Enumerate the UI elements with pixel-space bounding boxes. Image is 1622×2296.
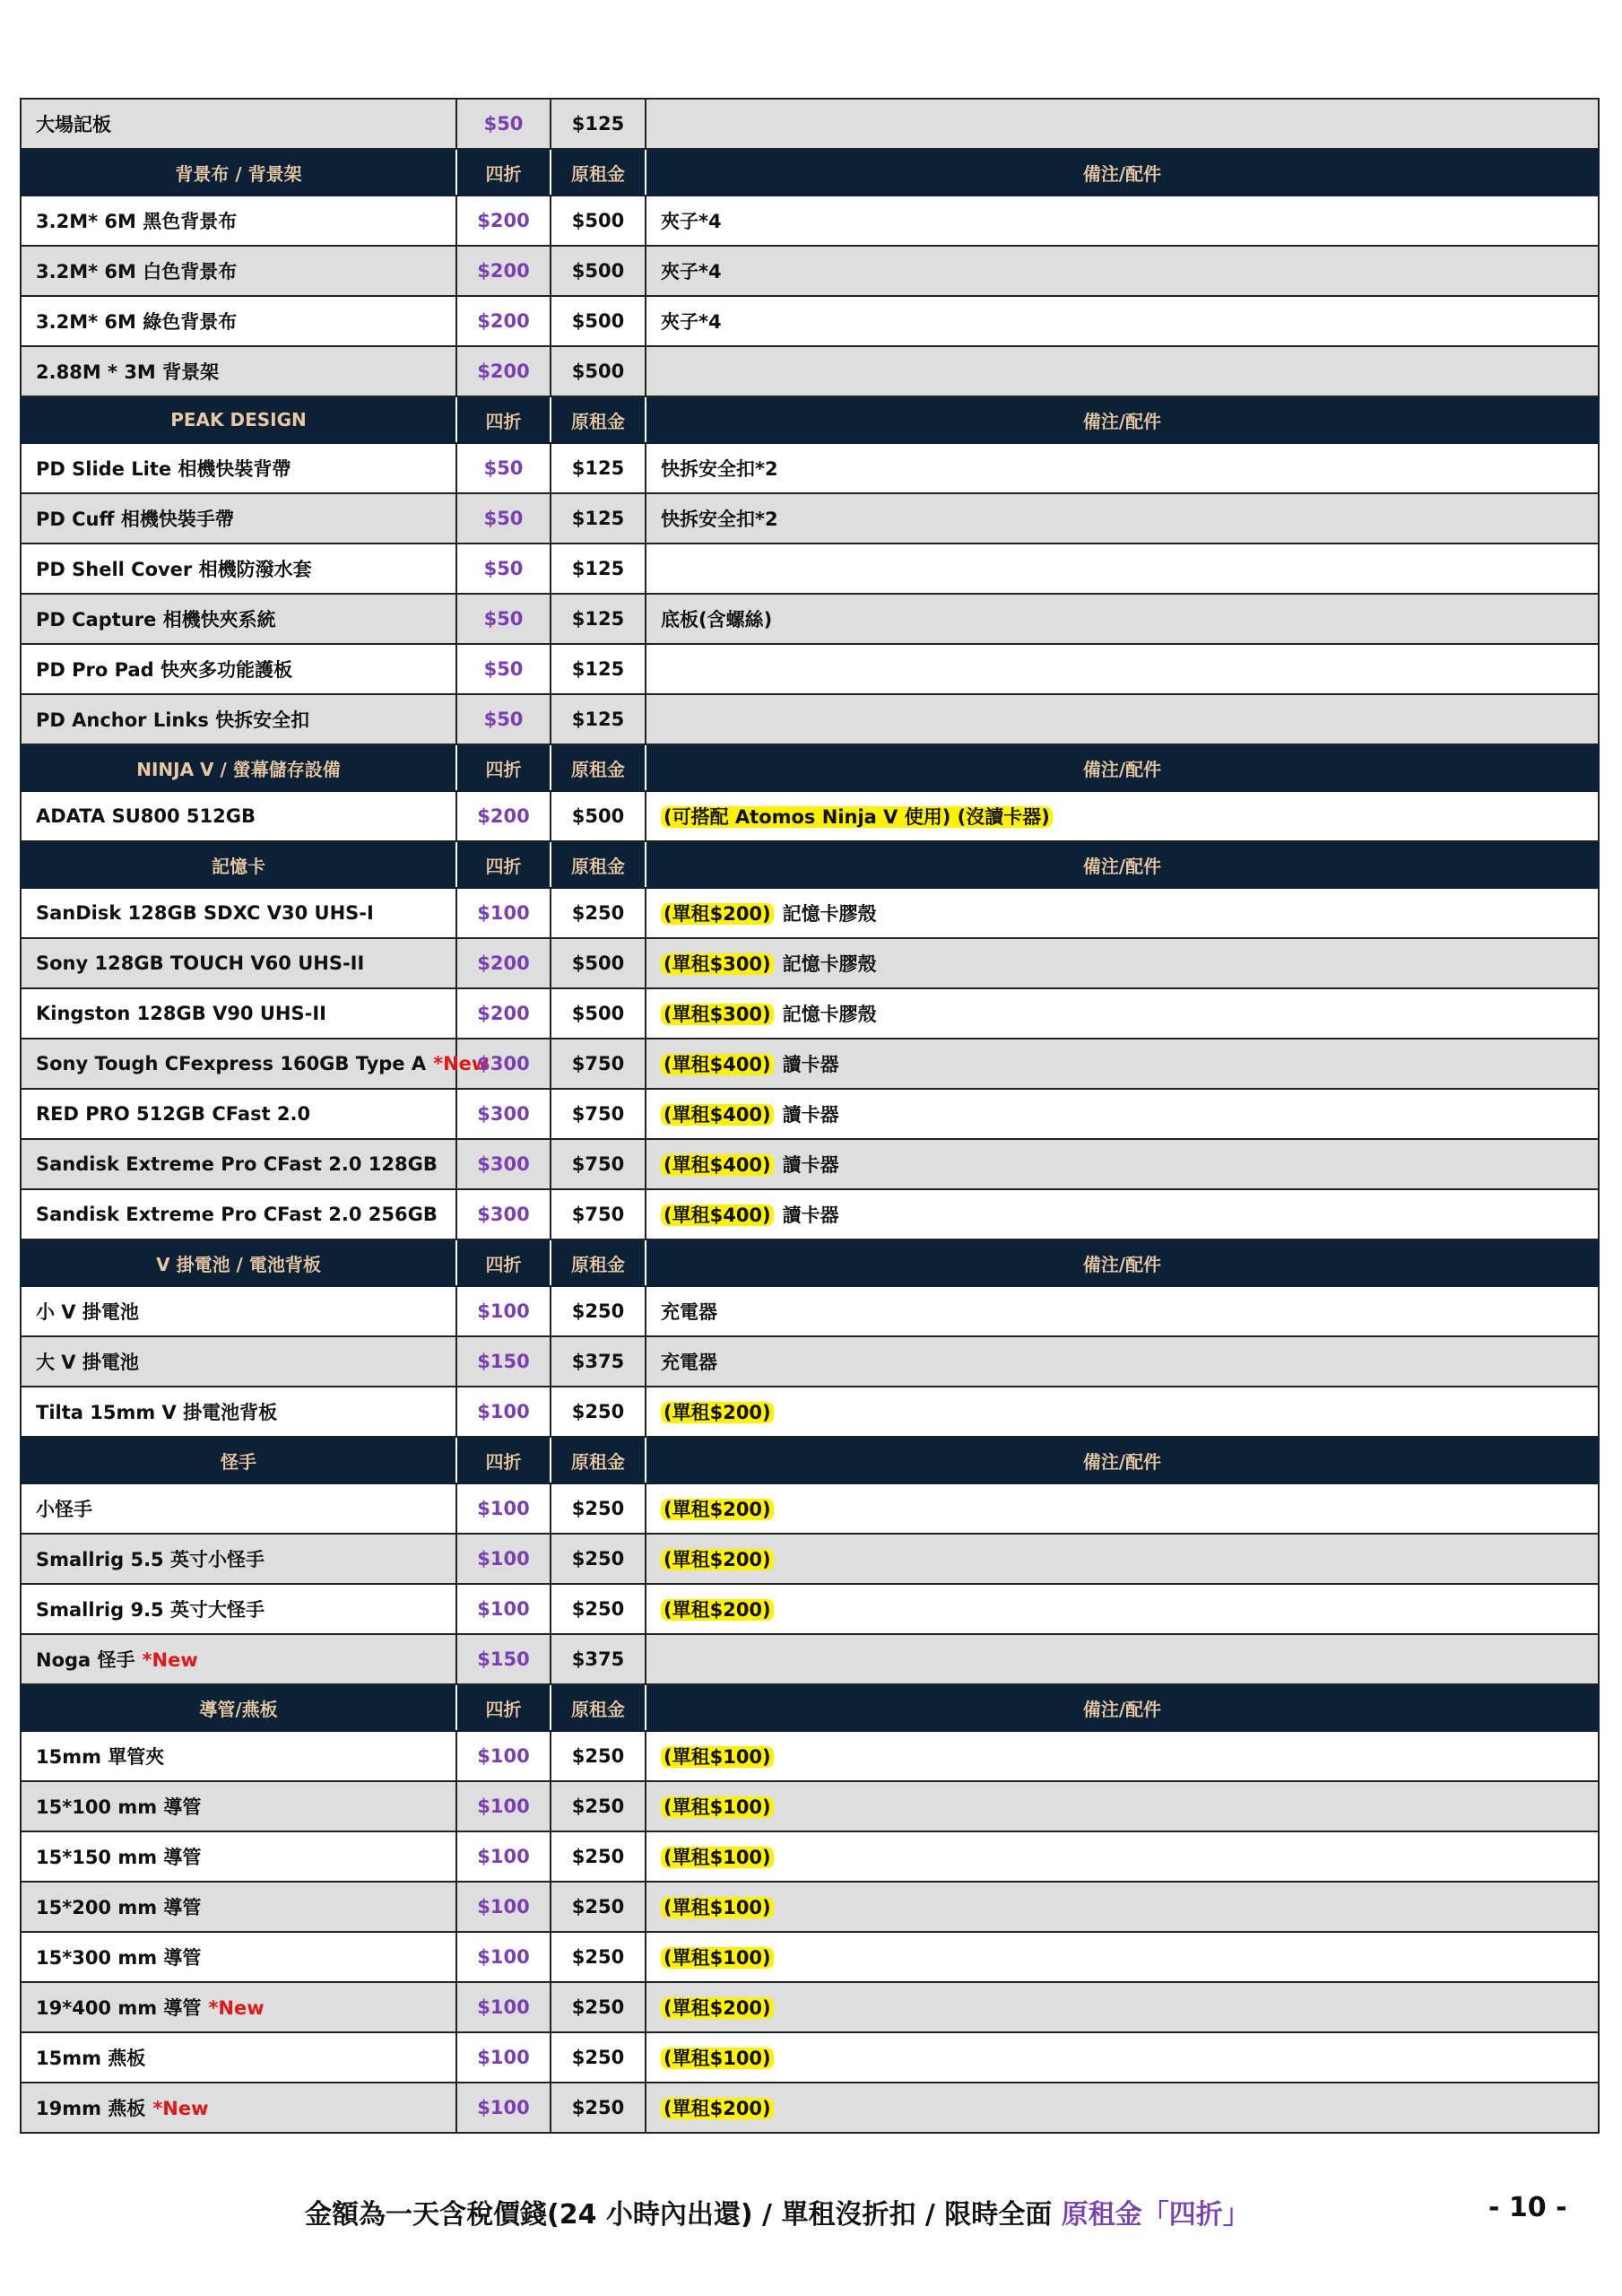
single-rental-highlight: (單租$200) [661,1599,774,1621]
table-row [21,1039,1599,1089]
section-title: PEAK DESIGN [21,396,456,443]
table-row [21,888,1599,938]
accessory-note: 夾子*4 [661,261,722,283]
discount-price: $300 [456,1039,551,1089]
original-price: $500 [551,246,646,296]
notes-cell [646,1534,1599,1584]
original-price: $125 [551,694,646,744]
item-name: Kingston 128GB V90 UHS-II [36,1003,326,1024]
notes-cell [646,1781,1599,1831]
original-price: $750 [551,1039,646,1089]
item-name: 15mm 單管夾 [36,1746,165,1768]
notes-cell [646,888,1599,938]
table-row [21,443,1599,493]
item-name: 15*300 mm 導管 [36,1947,202,1969]
item-name-cell [21,1387,456,1437]
single-rental-highlight: (單租$100) [661,1947,774,1969]
item-name-cell [21,1982,456,2032]
item-name-cell [21,246,456,296]
notes-cell [646,1483,1599,1534]
item-name-cell [21,1584,456,1634]
single-rental-highlight: (單租$400) [661,1054,774,1075]
item-name-cell [21,791,456,841]
item-name: SanDisk 128GB SDXC V30 UHS-I [36,902,374,924]
original-price-column-header: 原租金 [551,1437,646,1483]
item-name-cell [21,2083,456,2133]
discount-price: $100 [456,1781,551,1831]
original-price: $250 [551,2083,646,2133]
notes-cell [646,1336,1599,1387]
accessory-note: 充電器 [661,1352,717,1373]
item-name-cell [21,99,456,149]
original-price: $250 [551,2032,646,2083]
notes-cell [646,99,1599,149]
footer-text: 金額為一天含稅價錢(24 小時內出還) / 單租沒折扣 / 限時全面 [305,2199,1053,2231]
discount-price: $100 [456,1286,551,1336]
section-header [21,1437,1599,1483]
single-rental-highlight: (單租$100) [661,1746,774,1768]
item-name: 15mm 燕板 [36,2048,146,2069]
item-name: PD Shell Cover 相機防潑水套 [36,559,312,580]
discount-price: $100 [456,1882,551,1932]
discount-price: $100 [456,1534,551,1584]
item-name: Tilta 15mm V 掛電池背板 [36,1402,278,1423]
discount-price: $200 [456,988,551,1039]
rental-price-table [20,98,1600,2134]
original-price: $250 [551,1731,646,1781]
item-name-cell [21,1831,456,1882]
accessory-note: 快拆安全扣*2 [661,509,778,530]
item-name-cell [21,493,456,544]
discount-price: $50 [456,493,551,544]
item-name: 2.88M * 3M 背景架 [36,361,220,383]
discount-price: $50 [456,99,551,149]
notes-cell [646,1634,1599,1684]
accessory-note: 夾子*4 [661,211,722,232]
item-name-cell [21,1189,456,1239]
table-row [21,1483,1599,1534]
item-name: Sony 128GB TOUCH V60 UHS-II [36,952,365,974]
original-price: $500 [551,988,646,1039]
discount-column-header: 四折 [456,396,551,443]
item-name: PD Capture 相機快夾系統 [36,609,276,631]
section-header [21,744,1599,791]
single-rental-highlight: (單租$100) [661,1796,774,1818]
original-price: $125 [551,644,646,694]
table-row [21,1336,1599,1387]
original-price: $250 [551,1534,646,1584]
section-header [21,1239,1599,1286]
item-name: 15*100 mm 導管 [36,1796,202,1818]
item-name-cell [21,1336,456,1387]
item-name: ADATA SU800 512GB [36,805,256,827]
section-title: 記憶卡 [21,841,456,888]
original-price: $250 [551,1831,646,1882]
item-name-cell [21,1731,456,1781]
item-name: PD Pro Pad 快夾多功能護板 [36,659,292,681]
original-price: $750 [551,1089,646,1139]
item-name: RED PRO 512GB CFast 2.0 [36,1103,311,1125]
table-row [21,594,1599,644]
original-price: $500 [551,296,646,346]
notes-column-header: 備注/配件 [646,149,1599,196]
table-row [21,493,1599,544]
item-name-cell [21,296,456,346]
original-price: $250 [551,1781,646,1831]
accessory-note: 讀卡器 [782,1205,839,1226]
table-row [21,1584,1599,1634]
discount-price: $100 [456,1483,551,1534]
table-row [21,1387,1599,1437]
table-row [21,1882,1599,1932]
new-badge: *New [433,1053,490,1074]
new-badge: *New [208,1997,265,2019]
table-row [21,296,1599,346]
discount-price: $300 [456,1139,551,1189]
item-name-cell [21,1286,456,1336]
item-name: Smallrig 5.5 英寸小怪手 [36,1549,265,1570]
notes-column-header: 備注/配件 [646,1437,1599,1483]
discount-price: $100 [456,1584,551,1634]
original-price: $250 [551,1483,646,1534]
notes-column-header: 備注/配件 [646,396,1599,443]
single-rental-highlight: (單租$200) [661,1549,774,1570]
discount-price: $200 [456,346,551,396]
original-price: $125 [551,493,646,544]
original-price: $500 [551,196,646,246]
single-rental-highlight: (單租$400) [661,1104,774,1126]
item-name-cell [21,1882,456,1932]
item-name: Sandisk Extreme Pro CFast 2.0 256GB [36,1204,438,1225]
item-name: 3.2M* 6M 黑色背景布 [36,211,238,232]
table-row [21,1932,1599,1982]
notes-cell [646,346,1599,396]
notes-cell [646,1039,1599,1089]
item-name-cell [21,694,456,744]
discount-price: $50 [456,694,551,744]
original-price-column-header: 原租金 [551,744,646,791]
table-row [21,1534,1599,1584]
discount-column-header: 四折 [456,1437,551,1483]
discount-price: $200 [456,296,551,346]
discount-price: $200 [456,791,551,841]
discount-price: $150 [456,1336,551,1387]
notes-column-header: 備注/配件 [646,1684,1599,1731]
item-name: 大場記板 [36,114,111,135]
table-row [21,694,1599,744]
notes-cell [646,938,1599,988]
item-name-cell [21,1534,456,1584]
notes-cell [646,1731,1599,1781]
original-price: $250 [551,888,646,938]
table-row [21,1781,1599,1831]
notes-cell [646,594,1599,644]
original-price: $250 [551,1387,646,1437]
item-name-cell [21,544,456,594]
single-rental-highlight: (單租$100) [661,2048,774,2069]
notes-cell [646,1932,1599,1982]
notes-cell [646,2083,1599,2133]
single-rental-highlight: (單租$300) [661,1004,774,1025]
table-row [21,791,1599,841]
section-header [21,1684,1599,1731]
accessory-note: 快拆安全扣*2 [661,458,778,480]
notes-cell [646,1286,1599,1336]
discount-price: $150 [456,1634,551,1684]
single-rental-highlight: (單租$100) [661,1897,774,1918]
table-row [21,988,1599,1039]
discount-price: $50 [456,443,551,493]
single-rental-highlight: (單租$200) [661,903,774,925]
item-name-cell [21,1634,456,1684]
single-rental-highlight: (單租$400) [661,1154,774,1176]
notes-cell [646,694,1599,744]
discount-column-header: 四折 [456,841,551,888]
rental-price-table-body [21,99,1599,2133]
table-row [21,938,1599,988]
notes-cell [646,1189,1599,1239]
original-price-column-header: 原租金 [551,1684,646,1731]
section-title: 背景布 / 背景架 [21,149,456,196]
item-name-cell [21,1089,456,1139]
accessory-note: 讀卡器 [782,1104,839,1126]
original-price: $500 [551,938,646,988]
accessory-note: 讀卡器 [782,1154,839,1176]
item-name: 小 V 掛電池 [36,1301,139,1323]
table-row [21,1286,1599,1336]
notes-cell [646,1089,1599,1139]
notes-cell [646,2032,1599,2083]
single-rental-highlight: (單租$300) [661,953,774,975]
discount-price: $100 [456,888,551,938]
single-rental-highlight: (單租$200) [661,1997,774,2019]
item-name-cell [21,938,456,988]
accessory-note: 底板(含螺絲) [661,609,773,631]
notes-cell [646,1982,1599,2032]
item-name: 3.2M* 6M 綠色背景布 [36,311,238,333]
item-name-cell [21,644,456,694]
item-name: 15*150 mm 導管 [36,1847,202,1868]
item-name-cell [21,1139,456,1189]
item-name: 19mm 燕板 [36,2098,146,2119]
section-title: 怪手 [21,1437,456,1483]
notes-cell [646,443,1599,493]
table-row [21,2083,1599,2133]
section-header [21,149,1599,196]
discount-price: $100 [456,1387,551,1437]
original-price-column-header: 原租金 [551,396,646,443]
discount-column-header: 四折 [456,149,551,196]
original-price: $250 [551,1882,646,1932]
discount-price: $100 [456,2083,551,2133]
item-name: 3.2M* 6M 白色背景布 [36,261,238,283]
item-name: PD Cuff 相機快裝手帶 [36,509,234,530]
notes-column-header: 備注/配件 [646,841,1599,888]
accessory-note: 記憶卡膠殼 [782,953,877,975]
discount-price: $200 [456,196,551,246]
notes-cell [646,196,1599,246]
new-badge: *New [142,1649,198,1671]
section-title: V 掛電池 / 電池背板 [21,1239,456,1286]
accessory-note: 記憶卡膠殼 [782,903,877,925]
item-name-cell [21,888,456,938]
original-price: $125 [551,594,646,644]
item-name-cell [21,346,456,396]
notes-cell [646,296,1599,346]
notes-cell [646,1584,1599,1634]
item-name-cell [21,1039,490,1089]
accessory-note: 夾子*4 [661,311,722,333]
accessory-note: 記憶卡膠殼 [782,1004,877,1025]
discount-price: $50 [456,544,551,594]
single-rental-highlight: (單租$200) [661,2098,774,2119]
original-price: $500 [551,346,646,396]
discount-price: $300 [456,1089,551,1139]
item-name: 大 V 掛電池 [36,1352,139,1373]
item-name-cell [21,1781,456,1831]
discount-price: $100 [456,1982,551,2032]
footer-highlight: 原租金「四折」 [1061,2199,1250,2231]
notes-cell [646,1882,1599,1932]
notes-column-header: 備注/配件 [646,1239,1599,1286]
original-price: $125 [551,443,646,493]
item-name: Noga 怪手 [36,1649,135,1671]
original-price: $125 [551,99,646,149]
discount-price: $100 [456,1731,551,1781]
table-row [21,544,1599,594]
discount-price: $200 [456,938,551,988]
table-row [21,1731,1599,1781]
notes-cell [646,1831,1599,1882]
footer-note [305,2192,1250,2231]
item-name: PD Slide Lite 相機快裝背帶 [36,458,291,480]
original-price: $250 [551,1932,646,1982]
item-name: Smallrig 9.5 英寸大怪手 [36,1599,265,1621]
discount-column-header: 四折 [456,744,551,791]
item-name: Sandisk Extreme Pro CFast 2.0 128GB [36,1153,438,1175]
original-price-column-header: 原租金 [551,1239,646,1286]
discount-price: $50 [456,594,551,644]
single-rental-highlight: (單租$200) [661,1499,774,1520]
item-name: Sony Tough CFexpress 160GB Type A [36,1053,427,1074]
original-price-column-header: 原租金 [551,149,646,196]
section-header [21,396,1599,443]
notes-column-header: 備注/配件 [646,744,1599,791]
notes-cell [646,1387,1599,1437]
notes-cell [646,493,1599,544]
table-row [21,1982,1599,2032]
single-rental-highlight: (單租$400) [661,1205,774,1226]
discount-price: $100 [456,1831,551,1882]
page-footer [0,2188,1622,2233]
item-name-cell [21,1932,456,1982]
table-row [21,1634,1599,1684]
accessory-note: 讀卡器 [782,1054,839,1075]
section-header [21,841,1599,888]
item-name-cell [21,988,456,1039]
table-row [21,196,1599,246]
original-price: $250 [551,1982,646,2032]
item-name-cell [21,1483,456,1534]
item-name-cell [21,2032,456,2083]
table-row [21,644,1599,694]
original-price: $750 [551,1139,646,1189]
notes-cell [646,644,1599,694]
table-row [21,2032,1599,2083]
new-badge: *New [152,2098,209,2119]
original-price: $500 [551,791,646,841]
table-row [21,246,1599,296]
discount-price: $100 [456,2032,551,2083]
original-price: $375 [551,1634,646,1684]
item-name-cell [21,196,456,246]
item-name: 小怪手 [36,1499,92,1520]
discount-price: $100 [456,1932,551,1982]
notes-cell [646,988,1599,1039]
table-row [21,346,1599,396]
section-title: NINJA V / 螢幕儲存設備 [21,744,456,791]
discount-price: $50 [456,644,551,694]
table-row [21,1189,1599,1239]
table-row [21,1831,1599,1882]
discount-column-header: 四折 [456,1684,551,1731]
section-title: 導管/燕板 [21,1684,456,1731]
notes-cell [646,544,1599,594]
discount-price: $200 [456,246,551,296]
item-name: 19*400 mm 導管 [36,1997,202,2019]
discount-price: $300 [456,1189,551,1239]
original-price: $250 [551,1584,646,1634]
original-price-column-header: 原租金 [551,841,646,888]
original-price: $125 [551,544,646,594]
accessory-note: 充電器 [661,1301,717,1323]
table-row [21,99,1599,149]
single-rental-highlight: (可搭配 Atomos Ninja V 使用) (沒讀卡器) [661,806,1053,828]
discount-column-header: 四折 [456,1239,551,1286]
item-name-cell [21,594,456,644]
single-rental-highlight: (單租$100) [661,1847,774,1868]
single-rental-highlight: (單租$200) [661,1402,774,1423]
table-row [21,1139,1599,1189]
page-number: - 10 - [1488,2192,1567,2223]
item-name-cell [21,443,456,493]
table-row [21,1089,1599,1139]
item-name: 15*200 mm 導管 [36,1897,202,1918]
original-price: $750 [551,1189,646,1239]
notes-cell [646,791,1599,841]
original-price: $250 [551,1286,646,1336]
notes-cell [646,1139,1599,1189]
notes-cell [646,246,1599,296]
item-name: PD Anchor Links 快拆安全扣 [36,709,310,731]
original-price: $375 [551,1336,646,1387]
